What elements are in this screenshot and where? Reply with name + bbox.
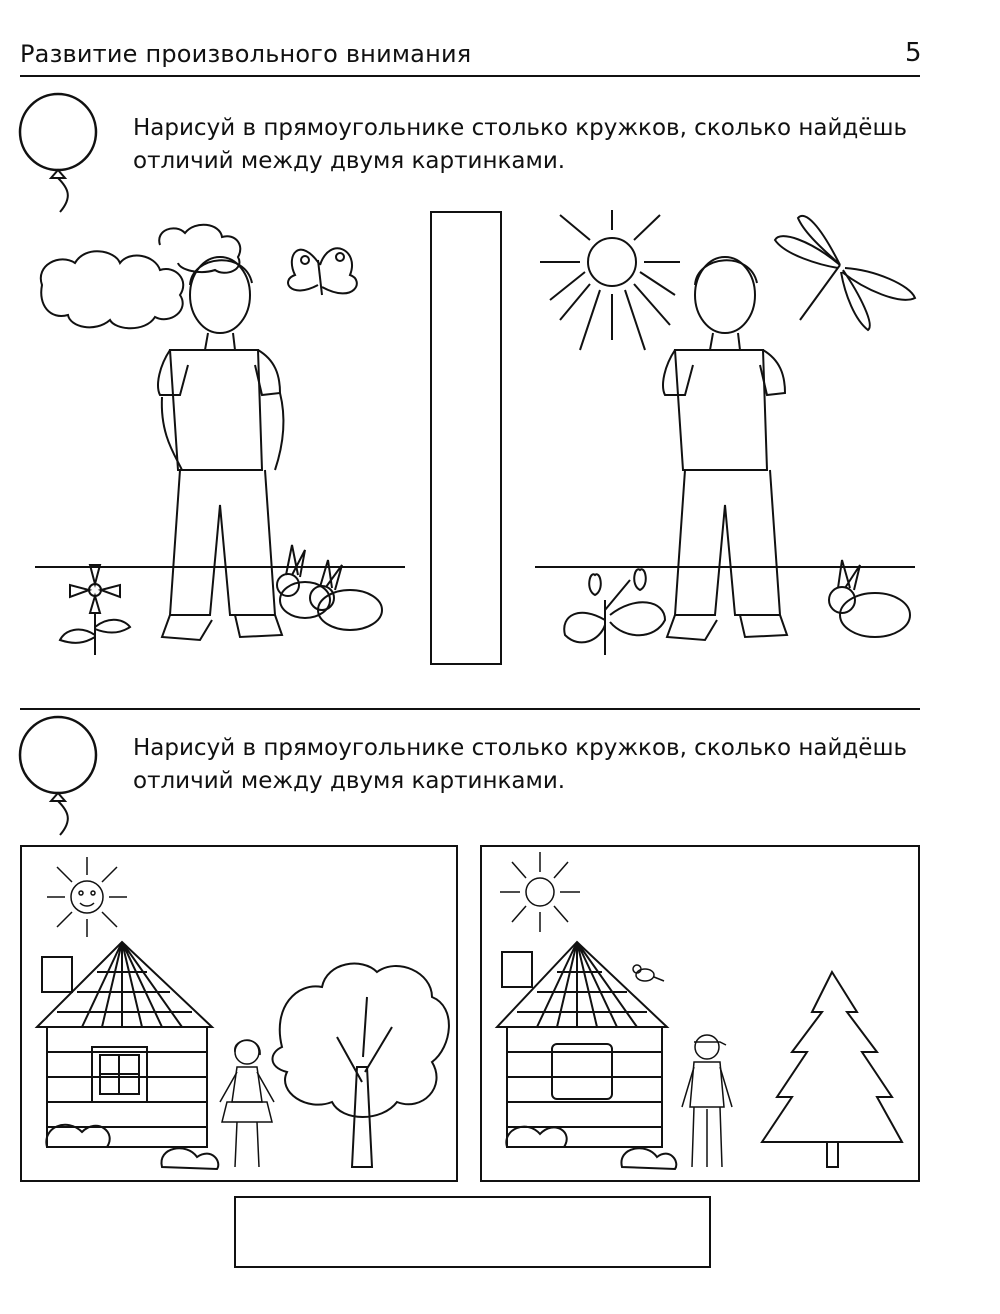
sun xyxy=(500,852,580,932)
clouds xyxy=(41,225,241,329)
dragonfly xyxy=(775,216,915,330)
exercise-2-instruction xyxy=(133,732,913,798)
exercise-divider xyxy=(20,708,920,710)
exercise-2-answer-box[interactable] xyxy=(234,1196,711,1268)
page-number: 5 xyxy=(905,38,922,68)
boy-with-cap xyxy=(682,1035,732,1167)
house-with-plain-window xyxy=(497,942,676,1169)
exercise-1-left-picture xyxy=(30,215,410,665)
bird-on-roof xyxy=(633,965,664,981)
balloon-icon xyxy=(18,715,108,840)
flower xyxy=(60,565,130,655)
rabbit xyxy=(829,560,910,637)
exercise-1-instruction xyxy=(133,112,913,178)
exercise-2-instruction-line-2: отличий между двумя картинками. xyxy=(133,768,566,794)
sun xyxy=(540,210,680,350)
exercise-2-right-picture xyxy=(482,847,918,1180)
boy xyxy=(663,257,787,640)
strawberry-plant xyxy=(564,569,665,655)
exercise-1-instruction-line-1: Нарисуй в прямоугольнике столько кружков, сколько найдёшь xyxy=(133,115,908,141)
deciduous-tree xyxy=(272,964,448,1167)
exercise-2-instruction-line-1: Нарисуй в прямоугольнике столько кружков, сколько найдёшь xyxy=(133,735,908,761)
exercise-1-answer-box[interactable] xyxy=(430,211,502,665)
two-rabbits xyxy=(277,545,382,630)
smiling-sun xyxy=(47,857,127,937)
exercise-1-right-picture xyxy=(530,210,920,665)
exercise-1-instruction-line-2: отличий между двумя картинками. xyxy=(133,148,566,174)
exercise-2-left-frame xyxy=(20,845,458,1182)
header-divider xyxy=(20,75,920,77)
page-header-title: Развитие произвольного внимания xyxy=(20,40,472,68)
exercise-2-left-picture xyxy=(22,847,456,1180)
girl xyxy=(220,1040,274,1167)
butterfly xyxy=(288,248,357,295)
house-with-window-frame xyxy=(37,942,218,1169)
balloon-icon xyxy=(18,92,108,217)
exercise-2-right-frame xyxy=(480,845,920,1182)
fir-tree xyxy=(762,972,902,1167)
